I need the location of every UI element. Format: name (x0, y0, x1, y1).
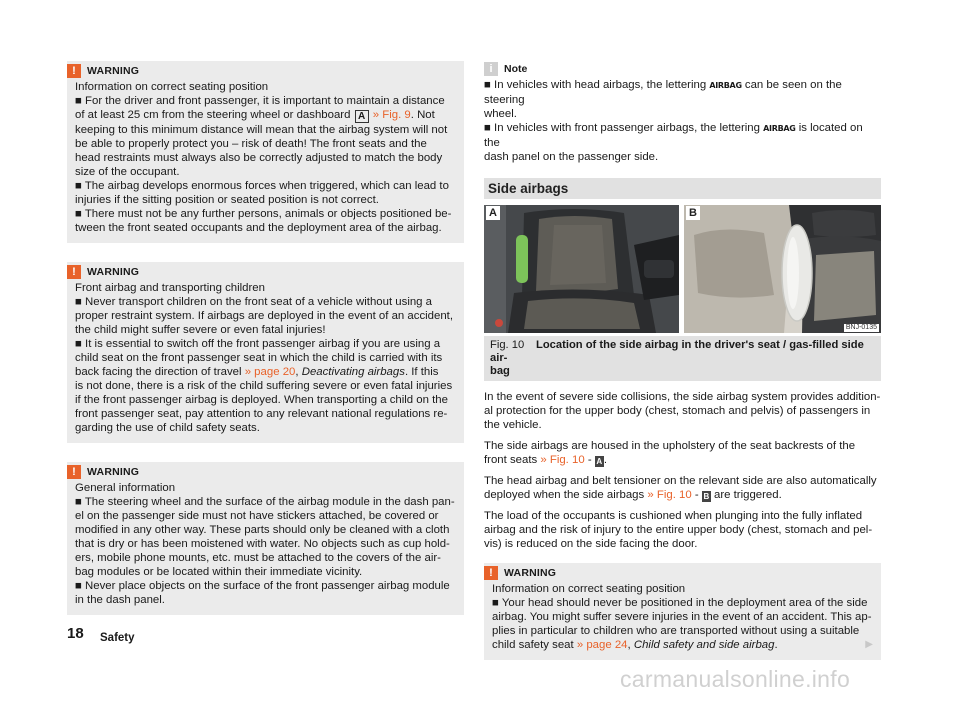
warning-line: General information (75, 482, 176, 494)
warning-line: that is dry or has been moistened with water. No objects such as cup hold- (75, 538, 450, 550)
note-body (484, 78, 881, 164)
warning-line: airbag. You might suffer severe injuries in the event of an accident. This ap- (492, 611, 872, 623)
right-column (484, 61, 881, 679)
exclamation-icon: ! (484, 566, 498, 580)
driver-seat-illustration (484, 205, 679, 333)
fig-reference-link[interactable]: » Fig. 10 (647, 489, 692, 501)
warning-box-seating (67, 61, 464, 243)
figure-label-a: A (486, 206, 500, 220)
caption-text: bag (490, 365, 510, 377)
info-icon: i (484, 62, 498, 76)
warning-box-children (67, 262, 464, 443)
warning-line: proper restraint system. If airbags are deployed in the event of an accident, (75, 310, 453, 322)
warning-line: in the dash panel. (75, 594, 165, 606)
figure-number: Fig. 10 (490, 339, 525, 351)
warning-line: the child might suffer severe or even fatal injuries! (75, 324, 326, 336)
reference-title: Child safety and side airbag (633, 639, 775, 651)
figure-code: BNJ-0135 (845, 324, 877, 331)
warning-line: ■ Your head should never be positioned in the deployment area of the side (492, 597, 868, 609)
exclamation-icon: ! (67, 64, 81, 78)
warning-header (67, 64, 456, 80)
warning-line: ■ The steering wheel and the surface of the airbag module in the dash pan- (75, 496, 455, 508)
footer-section-title: Safety (100, 632, 135, 644)
reference-title: Deactivating airbags (301, 366, 405, 378)
note-header (484, 61, 881, 78)
warning-line: of at least 25 cm from the steering wheel or dashboard A » Fig. 9. Not (75, 109, 435, 122)
note-line: ■ In vehicles with front passenger airbags, the lettering AIRBAG is located on the (484, 122, 863, 149)
paragraph: The side airbags are housed in the upholstery of the seat backrests of the front seats » Fig. 10 - A . (484, 440, 856, 466)
warning-header (67, 465, 456, 481)
warning-title: WARNING (504, 567, 557, 579)
warning-line: injuries if the sitting position or seated position is not correct. (75, 194, 379, 206)
warning-line: size of the occupant. (75, 166, 180, 178)
warning-line: child safety seat » page 24, Child safety and side airbag. ▶ (492, 639, 873, 651)
airbag-lettering: AIRBAG (763, 124, 796, 133)
warning-line: garding the use of child safety seats. (75, 422, 260, 434)
continue-arrow-icon: ▶ (865, 639, 873, 650)
warning-line: ■ For the driver and front passenger, it is important to maintain a distance (75, 95, 445, 107)
section-heading: Side airbags (484, 178, 881, 199)
warning-line: front passenger seat, pay attention to any relevant national regulations re- (75, 408, 448, 420)
warning-line: keeping to this minimum distance will mean that the airbag system will not (75, 124, 448, 136)
callout-letter-a: A (355, 110, 369, 123)
warning-line: el on the passenger side must not have stickers attached, be covered or (75, 510, 439, 522)
figure-panel-a (484, 205, 679, 333)
figure-panel-b (684, 205, 881, 333)
figure-side-airbag (484, 205, 881, 333)
warning-line: ers, mobile phone mounts, etc. must be attached to the covers of the air- (75, 552, 441, 564)
callout-letter-b: B (703, 492, 710, 501)
caption-text: Location of the side airbag in the driver's seat / gas-filled side air- (490, 339, 864, 364)
warning-line: tween the front seated occupants and the deployment area of the airbag. (75, 222, 442, 234)
page-reference-link[interactable]: » page 20 (244, 366, 296, 378)
warning-line: ■ The airbag develops enormous forces when triggered, which can lead to (75, 180, 449, 192)
warning-line: be able to properly protect you – risk of death! The front seats and the (75, 138, 427, 150)
warning-line: if the front passenger airbag is deployed. When transporting a child on the (75, 394, 448, 406)
paragraph: The load of the occupants is cushioned when plunging into the fully inflated airbag and the risk of injury to the entire upper body (chest, stomach and pel- vis) is reduced on the side facing the door. (484, 510, 873, 550)
watermark: carmanualsonline.info (620, 666, 851, 692)
figure-label-b: B (686, 206, 700, 220)
warning-title: WARNING (87, 466, 140, 478)
warning-line: ■ It is essential to switch off the front passenger airbag if you are using a (75, 338, 441, 350)
page-number: 18 (67, 625, 84, 642)
left-column (67, 61, 464, 634)
paragraph: The head airbag and belt tensioner on the relevant side are also automatically deployed when the side airbags » Fig. 10 - B are triggered. (484, 475, 877, 501)
warning-line: plies in particular to children who are transported without using a suitable (492, 625, 860, 637)
warning-line: modified in any other way. These parts should only be cleaned with a cloth (75, 524, 450, 536)
warning-title: WARNING (87, 65, 140, 77)
side-airbag-highlight (516, 235, 528, 283)
warning-line: Information on correct seating position (75, 81, 269, 93)
warning-header (484, 566, 873, 582)
fig-reference-link[interactable]: » Fig. 9 (369, 109, 411, 121)
figure-caption (484, 336, 881, 381)
exclamation-icon: ! (67, 465, 81, 479)
note-line: ■ In vehicles with head airbags, the lettering AIRBAG can be seen on the steering (484, 79, 842, 106)
warning-line: is not done, there is a risk of the child suffering severe or even fatal injuries (75, 380, 453, 392)
inflated-airbag-illustration (684, 205, 881, 333)
warning-title: WARNING (87, 266, 140, 278)
note-title: Note (504, 63, 528, 75)
warning-line: child seat on the front passenger seat in which the child is carried with its (75, 352, 443, 364)
warning-box-general (67, 462, 464, 615)
warning-line: ■ Never transport children on the front seat of a vehicle without using a (75, 296, 433, 308)
page-reference-link[interactable]: » page 24 (576, 639, 628, 651)
exclamation-icon: ! (67, 265, 81, 279)
warning-header (67, 265, 456, 281)
warning-line: Information on correct seating position (492, 583, 686, 595)
warning-line: back facing the direction of travel » page 20, Deactivating airbags. If this (75, 366, 439, 378)
paragraph: In the event of severe side collisions, the side airbag system provides addition- al protection for the upper body (chest, stomach and pelvis) of passengers in the vehicle. (484, 391, 881, 431)
fig-reference-link[interactable]: » Fig. 10 (540, 454, 585, 466)
warning-line: head restraints must always also be correctly adjusted to match the body (75, 152, 443, 164)
note-line: wheel. (484, 108, 517, 120)
warning-line: ■ There must not be any further persons, animals or objects positioned be- (75, 208, 452, 220)
warning-line: Front airbag and transporting children (75, 282, 265, 294)
note-line: dash panel on the passenger side. (484, 151, 659, 163)
warning-box-head-position (484, 563, 881, 660)
warning-line: bag modules or be located within their immediate vicinity. (75, 566, 363, 578)
warning-line: ■ Never place objects on the surface of the front passenger airbag module (75, 580, 450, 592)
airbag-lettering: AIRBAG (709, 81, 742, 90)
callout-letter-a: A (596, 457, 603, 466)
